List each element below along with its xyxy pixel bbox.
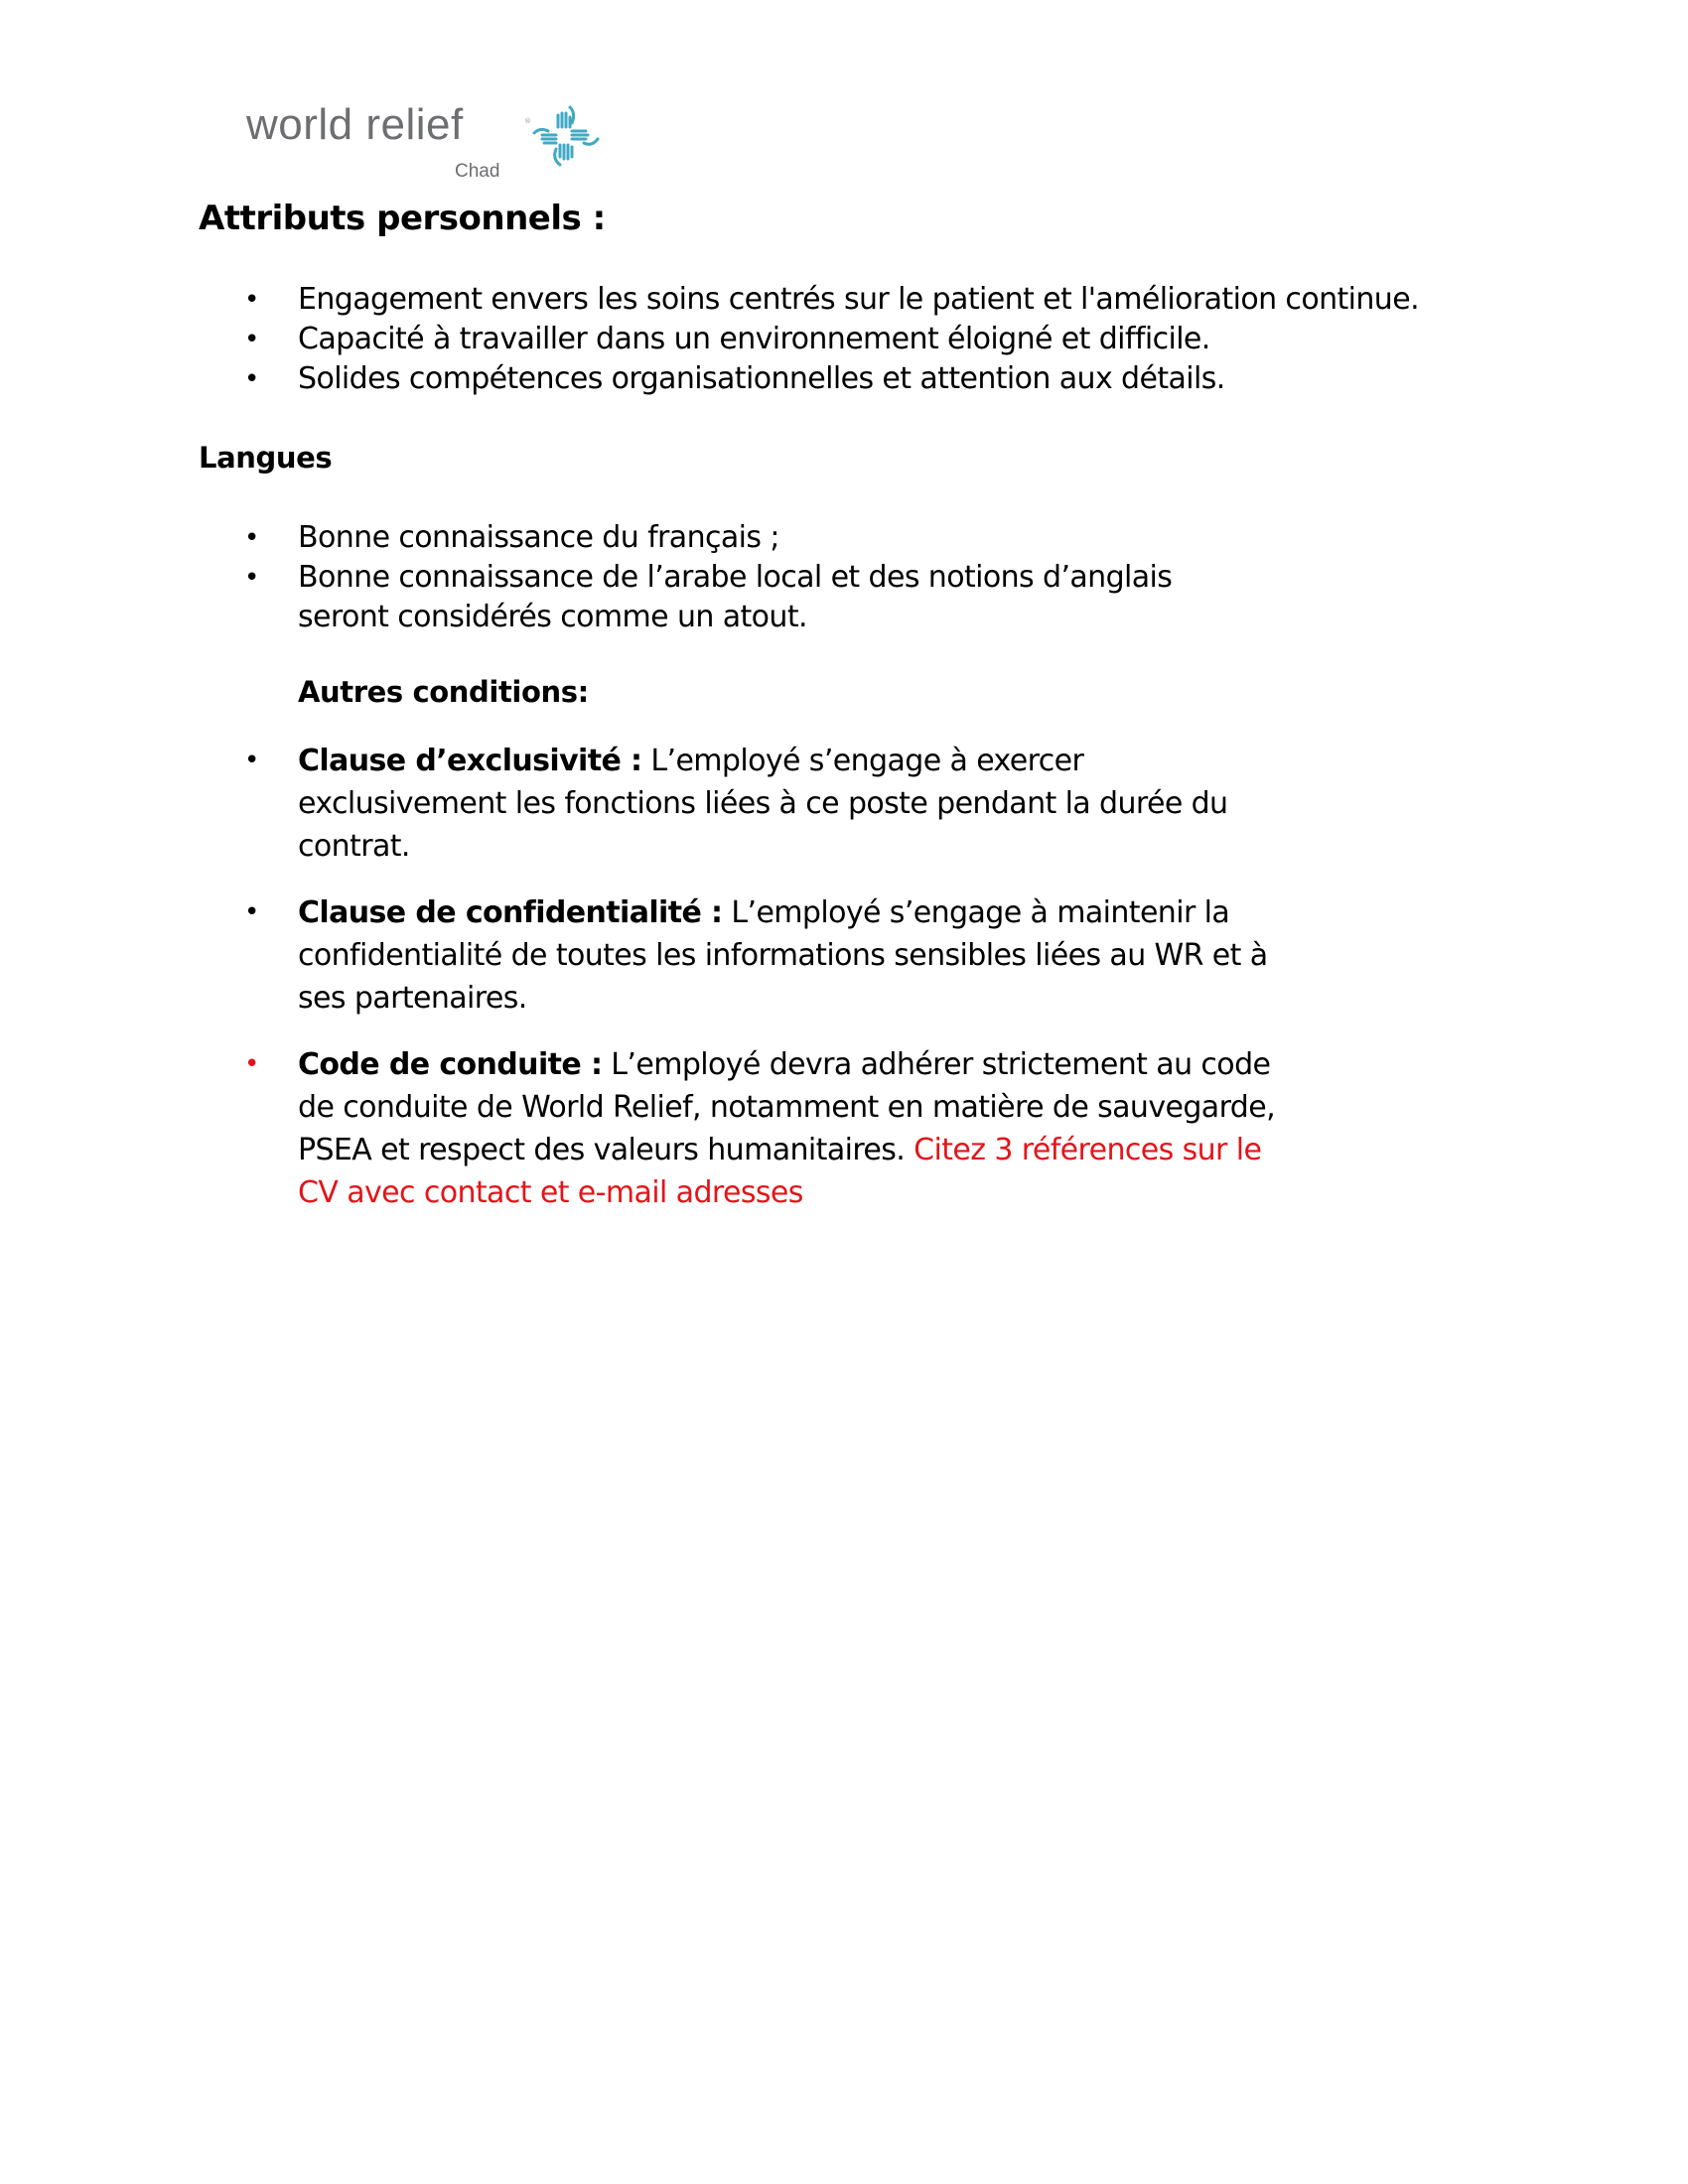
list-item [199,359,1489,399]
clause-text: L’employé s’engage à exercer exclusivement les fonctions liées à ce poste pendant la durée du contrat. [298,744,1228,864]
logo-subtitle: Chad [455,161,500,182]
list-item [199,320,1489,359]
list-item [199,280,1489,320]
clause-label: Clause d’exclusivité : [298,744,642,778]
bullet-icon: • [244,897,259,927]
attributes-heading: Attributs personnels : [199,199,606,238]
bullet-icon: • [244,325,259,354]
other-conditions-list [199,740,1489,1238]
logo-wordmark: world relief [246,100,464,149]
list-item-text: Solides compétences organisationnelles et attention aux détails. [298,361,1225,396]
list-item-code-of-conduct [199,1043,1489,1214]
list-item-text: Capacité à travailler dans un environnement éloigné et difficile. [298,322,1210,356]
logo-registered-mark: ® [524,117,531,125]
clause-label: Clause de confidentialité : [298,895,723,930]
bullet-icon: • [244,746,259,775]
other-conditions-heading: Autres conditions: [298,675,589,709]
bullet-icon: • [244,563,259,593]
clause-label: Code de conduite : [298,1047,603,1082]
bullet-icon: • [244,364,259,394]
languages-heading: Langues [199,441,333,475]
clause-text: L’employé devra adhérer strictement au code de conduite de World Relief, notamment en matière de sauvegarde, PSEA et respect des valeurs humanitaires. [298,1047,1276,1167]
list-item [199,518,1489,558]
list-item-confidentiality [199,891,1489,1020]
list-item-text: Bonne connaissance de l’arabe local et des notions d’anglais seront considérés comme un atout. [298,560,1173,634]
list-item-exclusivity [199,740,1489,868]
bullet-icon: • [244,285,259,315]
world-relief-logo [246,100,604,183]
languages-list [199,518,1489,637]
list-item-text: Engagement envers les soins centrés sur le patient et l'amélioration continue. [298,282,1420,317]
references-note: Citez 3 références sur le CV avec contact et e-mail adresses [298,1133,1262,1210]
bullet-icon: • [244,523,259,553]
bullet-icon: • [244,1049,259,1079]
attributes-list [199,280,1489,399]
list-item-text: Bonne connaissance du français ; [298,520,779,555]
list-item [199,558,1489,637]
clause-text: L’employé s’engage à maintenir la confidentialité de toutes les informations sensibles liées au WR et à ses partenaires. [298,895,1268,1016]
world-relief-cross-icon [530,103,600,169]
